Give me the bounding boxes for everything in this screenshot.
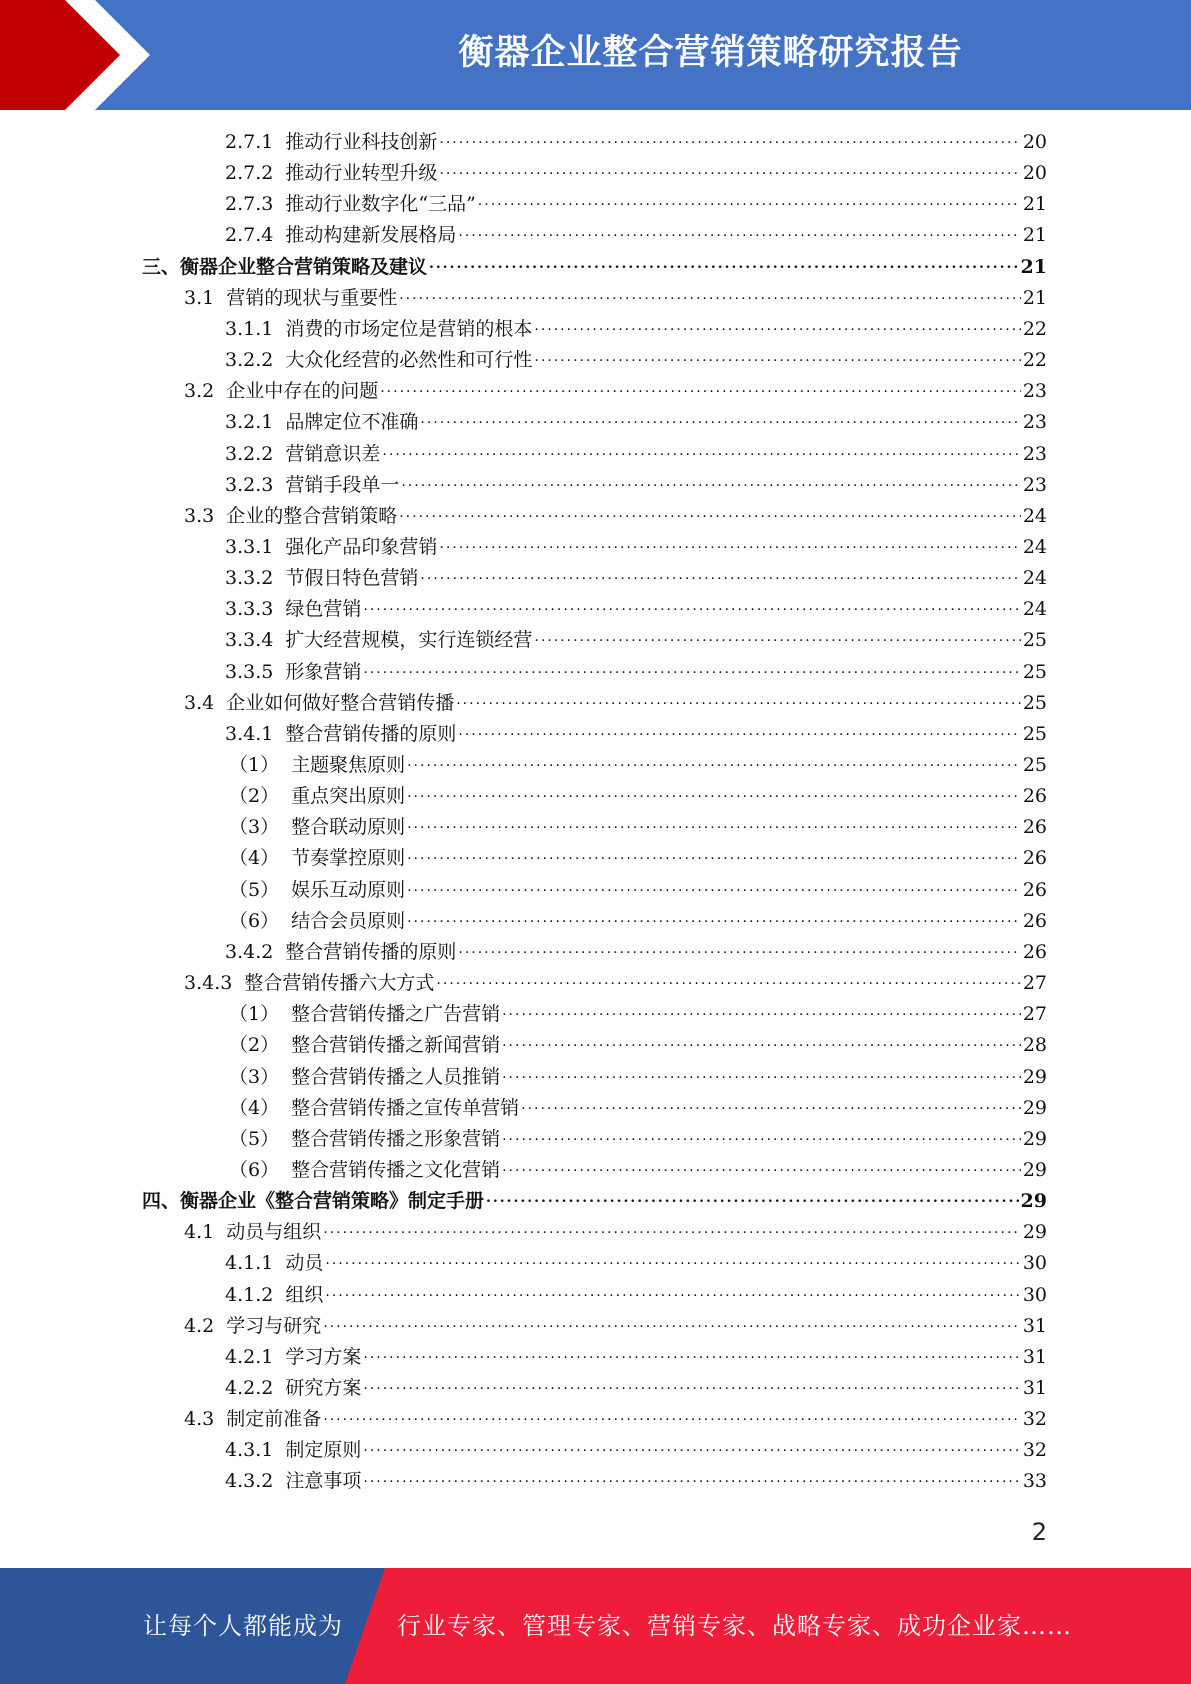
toc-entry-number: 2.7.3	[225, 193, 274, 216]
toc-entry[interactable]	[225, 1248, 1047, 1279]
toc-entry-number: （1）	[229, 1003, 280, 1026]
toc-entry-title: 整合营销传播之新闻营销	[291, 1034, 501, 1057]
toc-entry-page: 29	[1022, 1096, 1047, 1119]
toc-entry-title: 研究方案	[285, 1377, 362, 1399]
toc-entry-title: 整合营销传播之宣传单营销	[291, 1096, 520, 1119]
toc-entry[interactable]	[225, 1342, 1047, 1373]
toc-entry-leader	[407, 747, 1021, 778]
toc-entry-number: 3.3.5	[225, 660, 274, 683]
toc-entry[interactable]	[225, 439, 1047, 470]
toc-entry-title: 节假日特色营销	[285, 567, 419, 590]
toc-entry-number: （1）	[229, 754, 280, 776]
toc-entry-page: 20	[1022, 162, 1047, 185]
toc-entry-title: 企业如何做好整合营销传播	[226, 691, 455, 714]
toc-entry-number: （3）	[229, 816, 280, 839]
toc-entry-leader	[502, 1027, 1021, 1058]
toc-entry-page: 29	[1022, 1221, 1047, 1244]
toc-entry[interactable]	[225, 532, 1047, 563]
toc-entry-title: 整合营销传播之人员推销	[291, 1065, 501, 1088]
toc-entry-leader	[502, 1121, 1021, 1152]
toc-entry-number: 2.7.2	[225, 162, 274, 185]
toc-entry-title: 动员与组织	[226, 1221, 322, 1244]
toc-entry[interactable]	[229, 750, 1047, 781]
toc-entry-title: 制定原则	[285, 1439, 362, 1462]
toc-entry-title: 主题聚焦原则	[291, 754, 406, 776]
toc-entry-number: （4）	[229, 847, 280, 870]
toc-entry[interactable]	[225, 719, 1047, 750]
toc-entry[interactable]	[225, 1435, 1047, 1466]
toc-entry-leader	[399, 280, 1021, 311]
toc-entry[interactable]	[225, 158, 1047, 189]
footer-slogan-left: 让每个人都能成为	[143, 1612, 343, 1640]
toc-entry-number: 3.4.2	[225, 940, 274, 963]
toc-entry[interactable]	[229, 781, 1047, 812]
toc-entry-leader	[363, 1463, 1020, 1494]
toc-entry-title: 推动行业转型升级	[285, 162, 438, 185]
toc-entry[interactable]	[225, 657, 1047, 688]
toc-entry-page: 20	[1022, 131, 1047, 153]
toc-entry-page: 33	[1022, 1470, 1047, 1493]
page-number: 2	[1031, 1518, 1047, 1546]
toc-entry-page: 22	[1022, 317, 1047, 340]
toc-entry-leader	[323, 1401, 1021, 1432]
toc-entry-number: 4.2.2	[225, 1377, 274, 1399]
toc-entry[interactable]	[184, 688, 1047, 719]
toc-entry-leader	[439, 124, 1020, 155]
toc-entry-leader	[325, 1277, 1020, 1308]
toc-entry[interactable]	[225, 937, 1047, 968]
toc-entry[interactable]	[184, 1311, 1047, 1342]
page-header	[0, 0, 1191, 110]
toc-entry-page: 29	[1022, 1127, 1047, 1150]
toc-entry-number: 3.3	[184, 504, 215, 527]
toc-entry-title: 消费的市场定位是营销的根本	[285, 317, 533, 340]
toc-entry-number: 3.1.1	[225, 317, 274, 340]
toc-entry[interactable]	[225, 314, 1047, 345]
toc-entry-title: 整合营销传播之形象营销	[291, 1127, 501, 1150]
toc-entry-number: 3.2	[184, 380, 215, 403]
toc-entry-title: 整合营销传播之广告营销	[291, 1003, 501, 1026]
toc-entry-title: 企业中存在的问题	[226, 380, 379, 403]
toc-entry[interactable]	[184, 968, 1047, 999]
toc-entry-page: 30	[1022, 1252, 1047, 1275]
toc-entry-title: 整合营销传播的原则	[285, 940, 457, 963]
toc-entry-title: 娱乐互动原则	[291, 878, 406, 901]
toc-entry-leader	[534, 342, 1020, 373]
toc-entry-page: 27	[1022, 1003, 1047, 1026]
toc-entry-page: 24	[1022, 504, 1047, 527]
toc-entry-leader	[407, 840, 1021, 871]
toc-entry-leader	[363, 1339, 1020, 1370]
toc-entry-number: （5）	[229, 1127, 280, 1150]
toc-entry[interactable]	[184, 501, 1047, 532]
toc-entry-leader	[429, 249, 1019, 280]
toc-entry-number: 4.1.2	[225, 1283, 274, 1306]
toc-entry-title: 强化产品印象营销	[285, 535, 438, 558]
toc-entry-leader	[534, 622, 1020, 653]
toc-entry-page: 26	[1022, 847, 1047, 870]
toc-entry-page: 24	[1022, 535, 1047, 558]
toc-entry[interactable]	[184, 283, 1047, 314]
toc-entry-leader	[436, 965, 1020, 996]
toc-entry-page: 25	[1022, 691, 1047, 714]
toc-entry-leader	[401, 467, 1020, 498]
toc-entry-page: 29	[1022, 1065, 1047, 1088]
toc-entry-leader	[407, 903, 1021, 934]
toc-entry-number: 3.3.4	[225, 629, 274, 652]
toc-entry-number: 4.2.1	[225, 1345, 274, 1368]
toc-entry-title: 营销的现状与重要性	[226, 286, 398, 309]
toc-entry-number: 4.3.2	[225, 1470, 274, 1493]
toc-entry-page: 21	[1020, 255, 1047, 278]
toc-entry-number: 2.7.4	[225, 224, 274, 247]
toc-entry[interactable]	[184, 1404, 1047, 1435]
toc-entry-leader	[363, 1370, 1020, 1401]
toc-entry-number: （4）	[229, 1096, 280, 1119]
toc-entry-leader	[439, 529, 1020, 560]
toc-entry[interactable]	[225, 563, 1047, 594]
toc-entry[interactable]	[229, 1124, 1047, 1155]
toc-entry-number: 4.3.1	[225, 1439, 274, 1462]
toc-entry-title: 结合会员原则	[291, 909, 406, 932]
toc-entry[interactable]	[142, 252, 1047, 283]
toc-entry-title: 品牌定位不准确	[285, 411, 419, 434]
toc-entry-page: 23	[1022, 442, 1047, 465]
toc-entry-number: 3.3.3	[225, 598, 274, 621]
toc-entry-leader	[363, 654, 1020, 685]
toc-entry-page: 26	[1022, 940, 1047, 963]
toc-entry-title: 整合联动原则	[291, 816, 406, 839]
toc-entry-number: 4.3	[184, 1408, 215, 1431]
toc-entry-title: 整合营销传播六大方式	[244, 972, 435, 995]
toc-entry-number: 3.2.2	[225, 349, 274, 372]
toc-entry[interactable]	[229, 812, 1047, 843]
toc-entry-number: 3.4.1	[225, 722, 274, 745]
toc-entry-leader	[325, 1245, 1020, 1276]
toc-entry-leader	[458, 217, 1020, 248]
toc-entry[interactable]	[229, 1093, 1047, 1124]
toc-entry-number: 3.2.1	[225, 411, 274, 434]
toc-entry-title: 整合营销传播的原则	[285, 722, 457, 745]
toc-entry-leader	[478, 186, 1021, 217]
toc-entry-leader	[363, 591, 1020, 622]
toc-entry-title: 推动构建新发展格局	[285, 224, 457, 247]
toc-entry[interactable]	[225, 625, 1047, 656]
toc-entry-leader	[458, 934, 1020, 965]
toc-entry-page: 25	[1022, 722, 1047, 745]
toc-entry-number: 4.1	[184, 1221, 215, 1244]
toc-entry-leader	[439, 155, 1020, 186]
toc-entry-page: 28	[1022, 1034, 1047, 1057]
toc-entry-leader	[323, 1214, 1021, 1245]
toc-entry-title: 大众化经营的必然性和可行性	[285, 349, 533, 372]
toc-entry-leader	[458, 716, 1020, 747]
toc-entry-leader	[502, 996, 1021, 1027]
toc-entry-number: 四、	[142, 1190, 181, 1213]
toc-entry-page: 23	[1022, 380, 1047, 403]
toc-entry[interactable]	[225, 189, 1047, 220]
toc-entry-title: 注意事项	[285, 1470, 362, 1493]
toc-entry[interactable]	[225, 1373, 1047, 1404]
toc-entry-number: 3.1	[184, 286, 215, 309]
toc-entry[interactable]	[142, 1186, 1047, 1217]
toc-entry-number: 2.7.1	[225, 131, 274, 153]
toc-entry-page: 25	[1022, 660, 1047, 683]
toc-entry-title: 整合营销传播之文化营销	[291, 1158, 501, 1181]
toc-entry-leader	[363, 1432, 1020, 1463]
toc-entry-number: 4.2	[184, 1314, 215, 1337]
header-chevron-icon	[0, 0, 160, 110]
toc-entry-title: 学习与研究	[226, 1314, 322, 1337]
toc-entry[interactable]	[229, 1062, 1047, 1093]
footer-slogan-right: 行业专家、管理专家、营销专家、战略专家、成功企业家……	[397, 1612, 1072, 1640]
toc-entry-title: 营销手段单一	[285, 473, 400, 496]
toc-entry-page: 31	[1022, 1377, 1047, 1399]
toc-entry-leader	[502, 1059, 1021, 1090]
toc-entry-page: 24	[1022, 598, 1047, 621]
document-title: 衡器企业整合营销策略研究报告	[458, 33, 963, 73]
toc-entry-title: 动员	[285, 1252, 324, 1275]
toc-entry[interactable]	[225, 220, 1047, 251]
toc-entry-leader	[456, 685, 1021, 716]
toc-entry-title: 企业的整合营销策略	[226, 504, 398, 527]
toc-entry-title: 推动行业科技创新	[285, 131, 438, 153]
toc-entry[interactable]	[225, 345, 1047, 376]
toc-entry-page: 29	[1022, 1158, 1047, 1181]
toc-entry[interactable]	[229, 843, 1047, 874]
toc-entry-title: 衡器企业《整合营销策略》制定手册	[180, 1190, 485, 1213]
toc-entry-number: 三、	[142, 255, 181, 278]
toc-entry-leader	[407, 809, 1021, 840]
toc-entry-number: 3.3.2	[225, 567, 274, 590]
toc-entry-page: 22	[1022, 349, 1047, 372]
toc-entry-page: 26	[1022, 785, 1047, 808]
toc-entry-title: 绿色营销	[285, 598, 362, 621]
toc-entry-title: 推动行业数字化“三品”	[285, 193, 476, 216]
toc-entry-page: 32	[1022, 1408, 1047, 1431]
toc-entry-number: 3.3.1	[225, 535, 274, 558]
toc-entry-page: 26	[1022, 816, 1047, 839]
toc-entry-number: （6）	[229, 1158, 280, 1181]
toc-entry[interactable]	[225, 470, 1047, 501]
toc-entry-page: 32	[1022, 1439, 1047, 1462]
toc-entry-leader	[502, 1152, 1021, 1183]
toc-entry-number: 3.4.3	[184, 972, 233, 995]
toc-entry[interactable]	[225, 407, 1047, 438]
toc-entry[interactable]	[229, 1155, 1047, 1186]
toc-entry-title: 扩大经营规模，实行连锁经营	[285, 629, 533, 652]
toc-entry-number: 3.2.3	[225, 473, 274, 496]
toc-entry-number: （2）	[229, 785, 280, 808]
toc-entry-number: 3.2.2	[225, 442, 274, 465]
toc-entry-page: 21	[1022, 193, 1047, 216]
toc-entry-number: （5）	[229, 878, 280, 901]
toc-entry-number: 4.1.1	[225, 1252, 274, 1275]
toc-entry-leader	[420, 560, 1020, 591]
toc-entry-title: 组织	[285, 1283, 324, 1306]
toc-entry-number: 3.4	[184, 691, 215, 714]
toc-entry-number: （6）	[229, 909, 280, 932]
toc-entry-title: 学习方案	[285, 1345, 362, 1368]
toc-entry-title: 制定前准备	[226, 1408, 322, 1431]
toc-entry-page: 31	[1022, 1314, 1047, 1337]
toc-entry[interactable]	[184, 376, 1047, 407]
toc-entry-page: 26	[1022, 878, 1047, 901]
toc-entry-title: 衡器企业整合营销策略及建议	[180, 255, 428, 278]
toc-entry[interactable]	[225, 1280, 1047, 1311]
toc-entry-leader	[521, 1090, 1021, 1121]
toc-entry-page: 29	[1020, 1190, 1047, 1213]
toc-entry-leader	[534, 311, 1020, 342]
toc-entry-page: 23	[1022, 473, 1047, 496]
toc-entry-page: 21	[1022, 286, 1047, 309]
toc-entry-leader	[399, 498, 1021, 529]
toc-entry[interactable]	[229, 906, 1047, 937]
toc-entry-page: 25	[1022, 754, 1047, 776]
toc-entry[interactable]	[225, 594, 1047, 625]
toc-entry-title: 重点突出原则	[291, 785, 406, 808]
toc-entry-leader	[380, 373, 1021, 404]
toc-entry[interactable]	[225, 1466, 1047, 1497]
toc-entry-leader	[323, 1308, 1021, 1339]
toc-entry-page: 23	[1022, 411, 1047, 434]
toc-entry-leader	[407, 872, 1021, 903]
toc-entry-page: 26	[1022, 909, 1047, 932]
toc-entry-number: （3）	[229, 1065, 280, 1088]
toc-entry-leader	[382, 436, 1020, 467]
toc-entry-page: 24	[1022, 567, 1047, 590]
toc-entry-title: 节奏掌控原则	[291, 847, 406, 870]
toc-entry[interactable]	[229, 1030, 1047, 1061]
toc-entry[interactable]	[229, 999, 1047, 1030]
toc-entry-number: （2）	[229, 1034, 280, 1057]
toc-entry-title: 形象营销	[285, 660, 362, 683]
toc-entry[interactable]	[184, 1217, 1047, 1248]
toc-entry-title: 营销意识差	[285, 442, 381, 465]
toc-entry-leader	[420, 404, 1020, 435]
toc-entry-page: 30	[1022, 1283, 1047, 1306]
toc-entry-page: 27	[1022, 972, 1047, 995]
toc-entry[interactable]	[225, 127, 1047, 158]
toc-entry-page: 31	[1022, 1345, 1047, 1368]
toc-entry-leader	[407, 778, 1021, 809]
toc-entry[interactable]	[229, 875, 1047, 906]
toc-entry-page: 25	[1022, 629, 1047, 652]
page-footer	[0, 1568, 1191, 1684]
toc-entry-page: 21	[1022, 224, 1047, 247]
toc-entry-leader	[486, 1183, 1019, 1214]
